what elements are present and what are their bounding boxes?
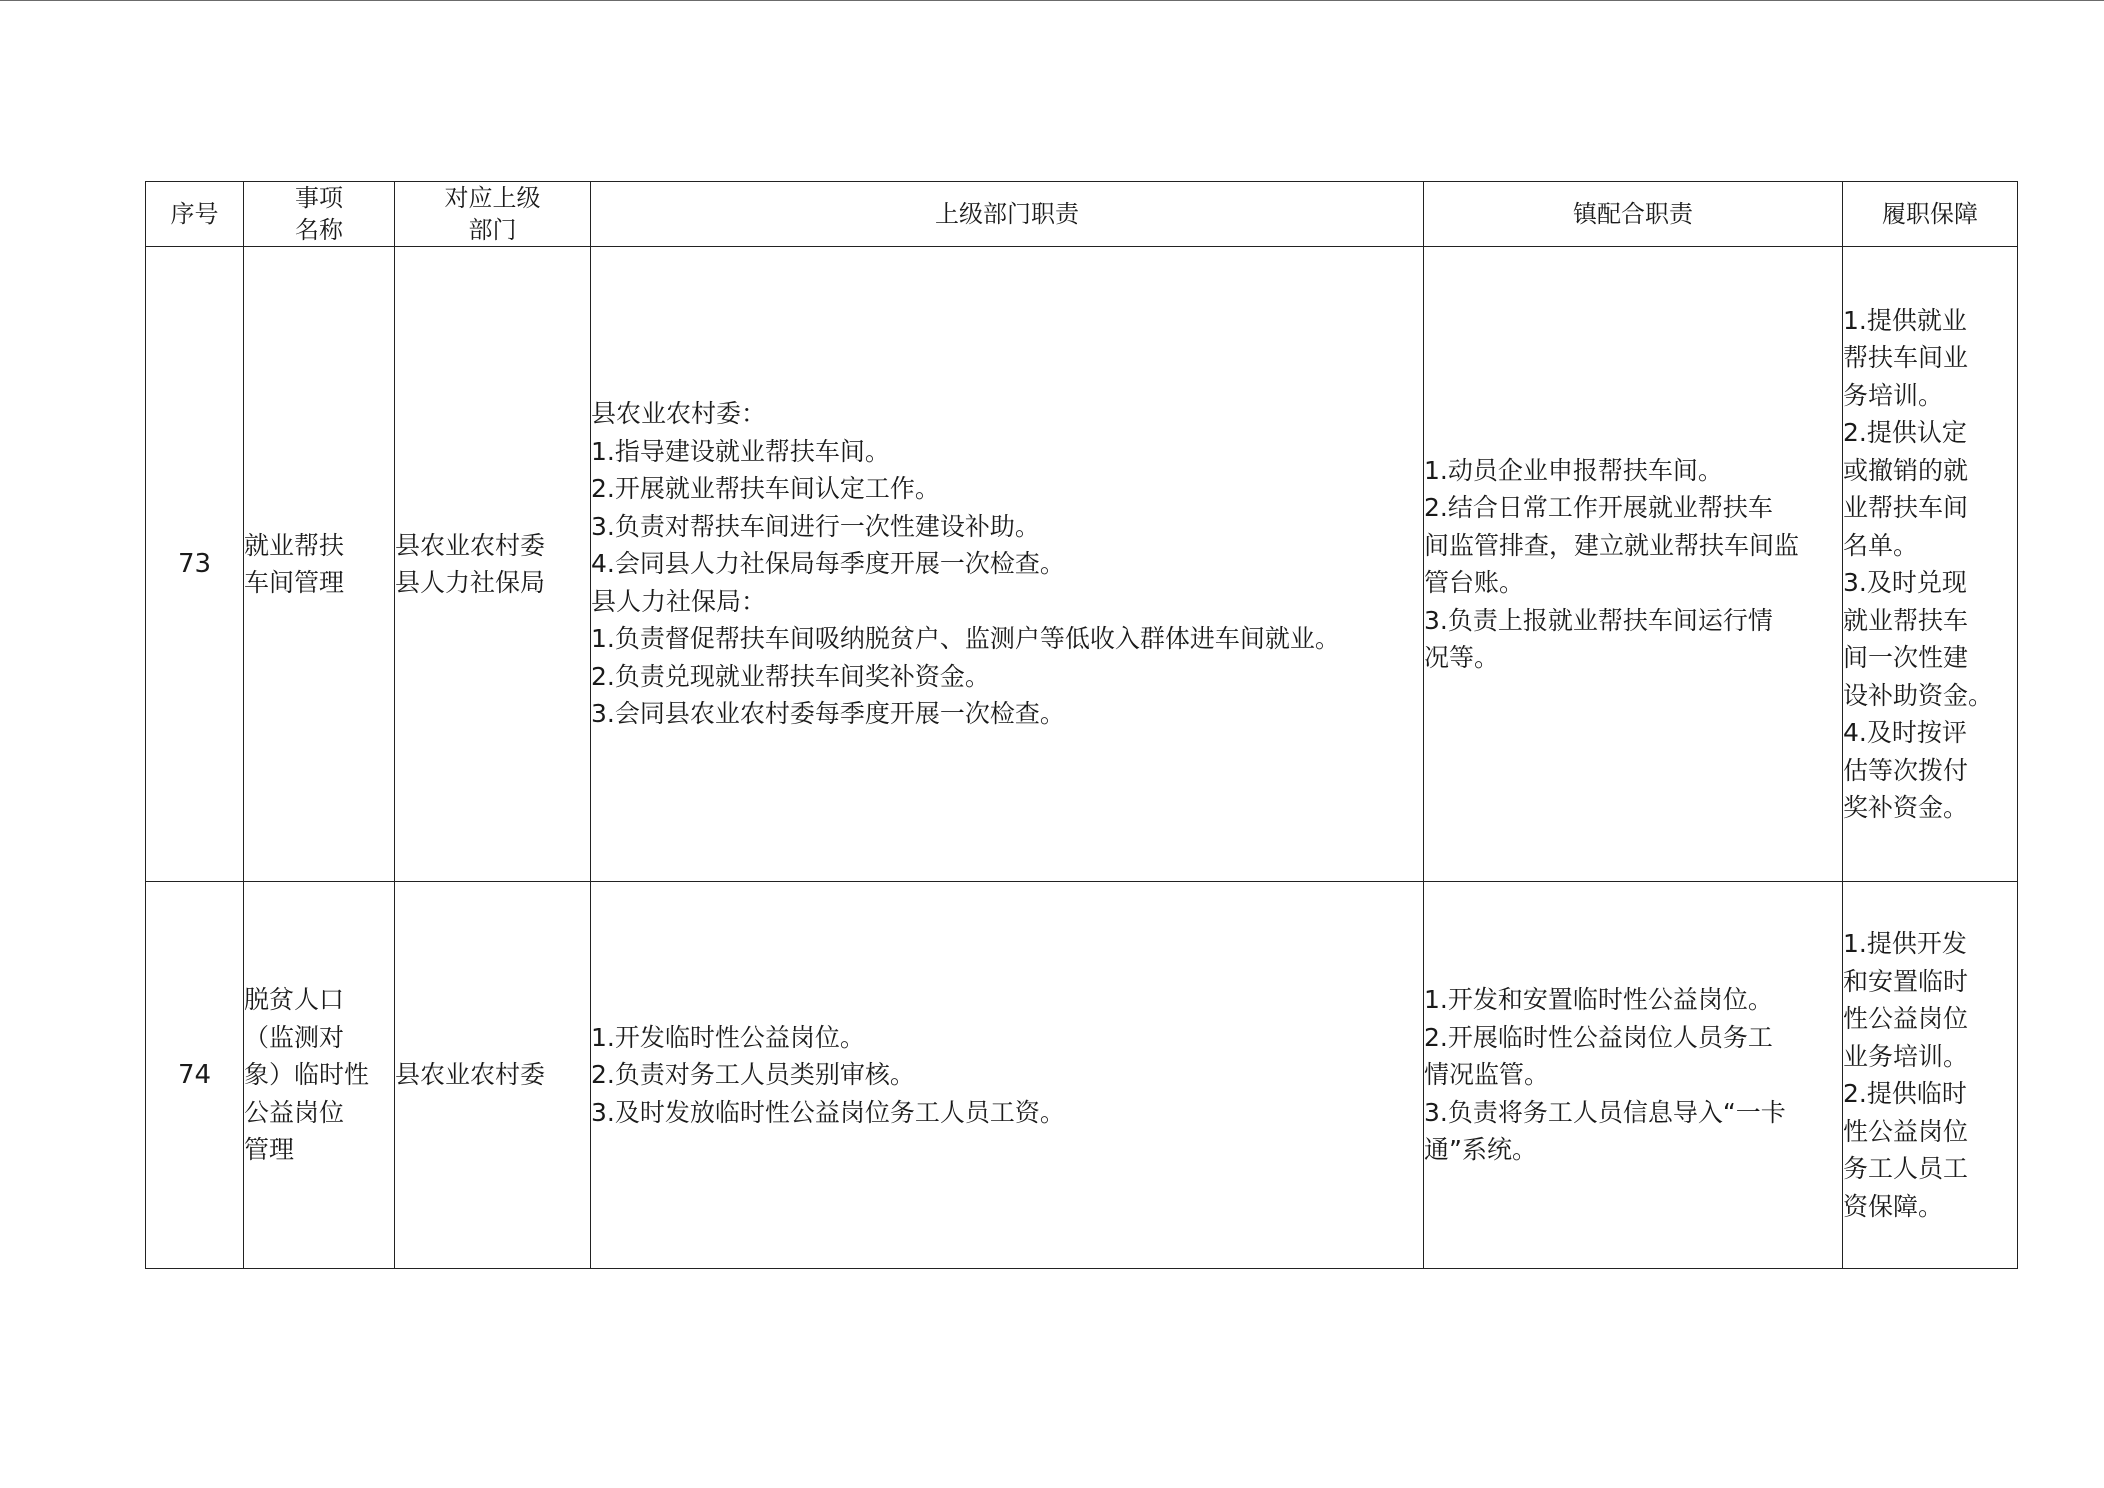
text-line: 资保障。 — [1843, 1191, 1944, 1221]
header-guarantee: 履职保障 — [1843, 182, 2018, 247]
header-upper-dept — [395, 182, 591, 247]
cell-upper-duty — [591, 247, 1424, 882]
cell-upper-dept — [395, 882, 591, 1269]
table-row — [146, 247, 2018, 882]
text-line: 3.会同县农业农村委每季度开展一次检查。 — [591, 699, 1065, 729]
table-header-row — [146, 182, 2018, 247]
cell-upper-dept — [395, 247, 591, 882]
text-line: 3.及时发放临时性公益岗位务工人员工资。 — [591, 1097, 1065, 1127]
header-upper-dept-line: 部门 — [468, 216, 517, 244]
cell-upper-duty — [591, 882, 1424, 1269]
cell-guarantee — [1843, 882, 2018, 1269]
text-line: 就业帮扶 — [244, 530, 345, 560]
header-item-name — [244, 182, 395, 247]
text-line: 3.负责对帮扶车间进行一次性建设补助。 — [591, 511, 1040, 541]
text-line: 奖补资金。 — [1843, 793, 1969, 822]
text-line: 间监管排查，建立就业帮扶车间监 — [1424, 530, 1800, 560]
text-line: 性公益岗位 — [1843, 1004, 1969, 1033]
text-line: 2.负责兑现就业帮扶车间奖补资金。 — [591, 661, 990, 691]
text-line: 2.开展就业帮扶车间认定工作。 — [591, 474, 940, 504]
header-upper-duty: 上级部门职责 — [591, 182, 1424, 247]
text-line: 帮扶车间业 — [1843, 343, 1969, 372]
text-line: 务培训。 — [1843, 380, 1944, 410]
cell-town-duty — [1424, 882, 1843, 1269]
text-line: 车间管理 — [244, 568, 345, 597]
text-line: 2.负责对务工人员类别审核。 — [591, 1060, 915, 1090]
header-seq: 序号 — [146, 182, 244, 247]
text-line: 1.负责督促帮扶车间吸纳脱贫户、监测户等低收入群体进车间就业。 — [591, 624, 1340, 654]
text-line: 1.指导建设就业帮扶车间。 — [591, 436, 890, 466]
header-town-duty: 镇配合职责 — [1424, 182, 1843, 247]
text-line: 就业帮扶车 — [1843, 605, 1969, 635]
responsibility-table — [145, 181, 2018, 1269]
text-line: 设补助资金。 — [1843, 680, 1994, 710]
text-line: 和安置临时 — [1843, 966, 1969, 996]
cell-seq: 74 — [146, 882, 244, 1269]
text-line: 况等。 — [1424, 643, 1500, 672]
text-line: 公益岗位 — [244, 1097, 345, 1127]
text-line: 县农业农村委 — [395, 1060, 546, 1090]
text-line: 2.提供认定 — [1843, 418, 1967, 447]
text-line: 估等次拨付 — [1843, 755, 1969, 785]
table-row — [146, 882, 2018, 1269]
header-item-name-line: 名称 — [295, 216, 343, 244]
cell-town-duty — [1424, 247, 1843, 882]
text-line: 或撤销的就 — [1843, 455, 1969, 485]
text-line: 4.及时按评 — [1843, 718, 1967, 747]
text-line: 通”系统。 — [1424, 1135, 1537, 1165]
text-line: 2.提供临时 — [1843, 1079, 1967, 1108]
text-line: （监测对 — [244, 1022, 345, 1052]
page-top-border — [0, 0, 2104, 1]
cell-item-name — [244, 882, 395, 1269]
text-line: 脱贫人口 — [244, 985, 345, 1015]
cell-seq: 73 — [146, 247, 244, 882]
text-line: 1.提供开发 — [1843, 929, 1967, 958]
text-line: 2.结合日常工作开展就业帮扶车 — [1424, 493, 1773, 522]
text-line: 1.动员企业申报帮扶车间。 — [1424, 455, 1723, 485]
text-line: 业帮扶车间 — [1843, 493, 1969, 522]
text-line: 4.会同县人力社保局每季度开展一次检查。 — [591, 549, 1065, 579]
text-line: 情况监管。 — [1424, 1060, 1550, 1090]
text-line: 县农业农村委 — [395, 530, 546, 560]
text-line: 性公益岗位 — [1843, 1116, 1969, 1146]
cell-item-name — [244, 247, 395, 882]
text-line: 县人力社保局 — [395, 568, 546, 597]
text-line: 1.开发临时性公益岗位。 — [591, 1022, 865, 1052]
text-line: 1.提供就业 — [1843, 305, 1967, 335]
text-line: 象）临时性 — [244, 1060, 370, 1090]
text-line: 3.及时兑现 — [1843, 568, 1967, 597]
text-line: 业务培训。 — [1843, 1041, 1969, 1071]
text-line: 间一次性建 — [1843, 643, 1969, 672]
text-line: 名单。 — [1843, 530, 1919, 560]
text-line: 3.负责将务工人员信息导入“一卡 — [1424, 1097, 1786, 1127]
header-upper-dept-line: 对应上级 — [444, 184, 541, 212]
text-line: 县人力社保局： — [591, 586, 767, 616]
text-line: 2.开展临时性公益岗位人员务工 — [1424, 1022, 1773, 1052]
text-line: 管理 — [244, 1135, 295, 1165]
text-line: 1.开发和安置临时性公益岗位。 — [1424, 985, 1773, 1015]
text-line: 务工人员工 — [1843, 1154, 1969, 1183]
text-line: 县农业农村委： — [591, 399, 767, 429]
cell-guarantee — [1843, 247, 2018, 882]
text-line: 3.负责上报就业帮扶车间运行情 — [1424, 605, 1773, 635]
text-line: 管台账。 — [1424, 568, 1525, 597]
header-item-name-line: 事项 — [295, 184, 343, 212]
